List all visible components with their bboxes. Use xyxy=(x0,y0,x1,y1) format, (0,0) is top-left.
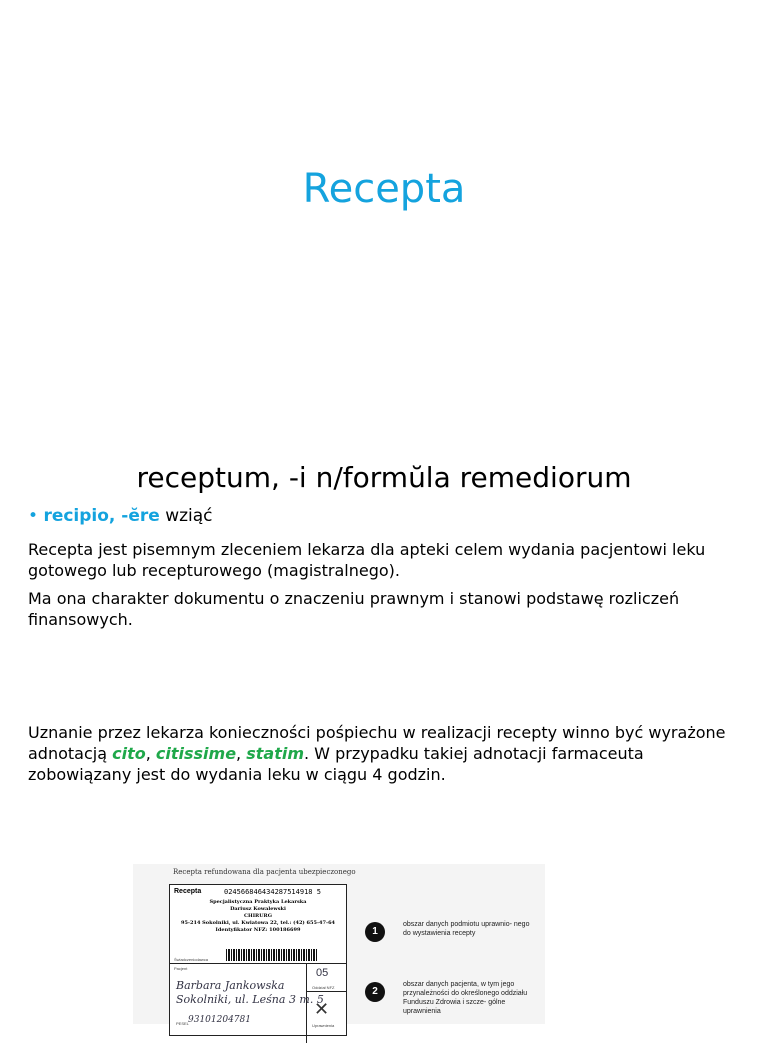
patient-address: Sokolniki, ul. Leśna 3 m. 5 xyxy=(176,993,324,1006)
stamp-line: Dariusz Kowalewski xyxy=(230,906,286,912)
etymology-bullet xyxy=(28,506,213,526)
separator-1: , xyxy=(145,744,156,763)
term-cito: cito xyxy=(112,744,146,763)
legal-status-paragraph: Ma ona charakter dokumentu o znaczeniu prawnym i stanowi podstawę rozliczeń finansowych. xyxy=(28,589,680,629)
term-citissime: citissime xyxy=(155,744,237,763)
bullet-dot: • xyxy=(28,506,39,526)
definition-paragraph: Recepta jest pisemnym zleceniem lekarza dla apteki celem wydania pacjentowi leku gotowego lub recepturowego (magistralnego). xyxy=(28,540,706,580)
prescription-caption: Recepta refundowana dla pacjenta ubezpieczonego xyxy=(173,868,356,876)
urgency-text-2: . W przypadku takiej adnotacji farmaceuta zobowiązany jest do wydania leku w ciągu 4 godzin. xyxy=(28,744,644,784)
annotation-badge-2: 2 xyxy=(365,982,385,1002)
stamp-line: Identyfikator NFZ: 100186699 xyxy=(215,927,301,933)
prescription-number: 02456684643428751491​8 5 xyxy=(224,888,321,896)
urgency-text-1: Uznanie przez lekarza konieczności pośpiechu w realizacji recepty winno być wyrażone adnotacją xyxy=(28,723,726,763)
doctor-stamp xyxy=(174,899,342,934)
nfz-label: Oddział NFZ xyxy=(312,985,335,990)
stamp-line: 95-214 Sokolniki, ul. Kwiatowa 22, tel.: (42) 655-47-64 xyxy=(180,920,336,926)
annotation-note-2: obszar danych pacjenta, w tym jego przynależności do określonego oddziału Funduszu Zdrowia i szcze- gólne uprawnienia xyxy=(403,981,528,1015)
patient-label: Pacjent xyxy=(174,966,188,971)
annotation-badge-1: 1 xyxy=(365,922,385,942)
rights-label: Uprawnienia xyxy=(312,1023,335,1028)
stamp-line: CHIRURG xyxy=(244,913,272,919)
prescription-image xyxy=(133,864,545,1028)
patient-pesel: 93101204781 xyxy=(188,1015,251,1025)
prescription-header: Recepta xyxy=(174,888,202,895)
stamp-line: Specjalistyczna Praktyka Lekarska xyxy=(209,899,307,905)
section-divider xyxy=(170,963,346,964)
slide-title: Recepta xyxy=(302,166,466,212)
rights-mark: ✕ xyxy=(314,999,330,1019)
bullet-term: recipio, -ĕre xyxy=(43,506,160,526)
term-statim: statim xyxy=(246,744,304,763)
pesel-label: PESEL xyxy=(176,1021,189,1026)
bullet-meaning: wziąć xyxy=(165,506,213,526)
box-divider xyxy=(306,991,346,992)
nfz-branch-code: 05 xyxy=(316,967,329,979)
annotation-note-1: obszar danych podmiotu uprawnio- nego do wystawienia recepty xyxy=(403,921,530,937)
issuer-label: Świadczeniodawca xyxy=(174,957,209,962)
patient-name: Barbara Jankowska xyxy=(176,979,285,992)
prescription-form xyxy=(169,884,347,1036)
barcode xyxy=(226,949,318,961)
separator-2: , xyxy=(236,744,247,763)
urgency-paragraph xyxy=(28,722,748,785)
slide-subtitle: receptum, -i n/formŭla remediorum xyxy=(136,461,632,494)
